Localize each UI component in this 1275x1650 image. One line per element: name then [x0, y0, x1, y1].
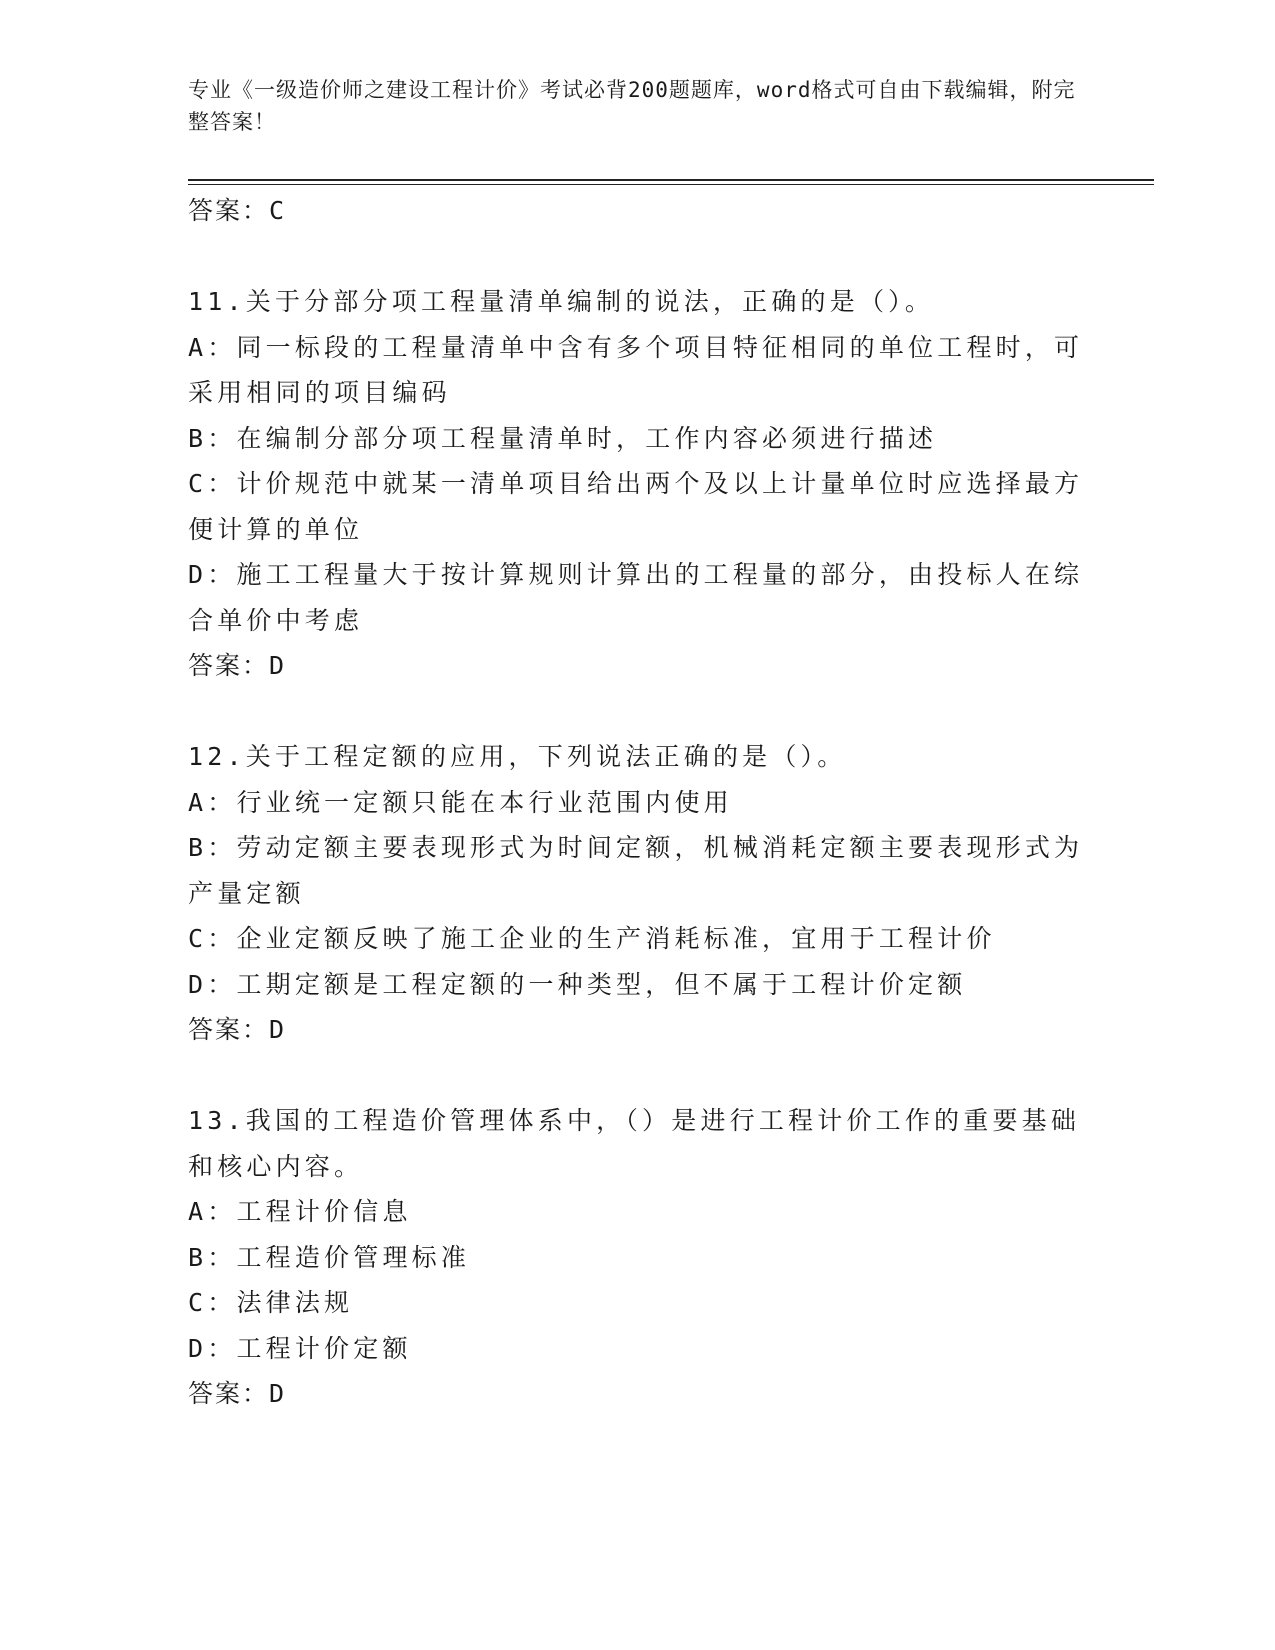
question-12	[188, 734, 1088, 1053]
option-b: B：工程造价管理标准	[188, 1242, 471, 1272]
option-a: A：同一标段的工程量清单中含有多个项目特征相同的单位工程时，可采用相同的项目编码	[188, 332, 1084, 407]
option-c: C：企业定额反映了施工企业的生产消耗标准，宜用于工程计价	[188, 924, 996, 953]
option-d: D：工期定额是工程定额的一种类型，但不属于工程计价定额	[188, 969, 967, 999]
option-b: B：劳动定额主要表现形式为时间定额，机械消耗定额主要表现形式为产量定额	[188, 833, 1084, 908]
question-stem: 12.关于工程定额的应用，下列说法正确的是（）。	[188, 742, 847, 771]
spacer	[188, 234, 1088, 280]
document-header: 专业《一级造价师之建设工程计价》考试必背200题题库，word格式可自由下载编辑，附完整答案！	[188, 78, 1076, 134]
question-stem: 13.我国的工程造价管理体系中，（）是进行工程计价工作的重要基础和核心内容。	[188, 1106, 1081, 1181]
option-c: C：计价规范中就某一清单项目给出两个及以上计量单位时应选择最方便计算的单位	[188, 469, 1084, 544]
option-d: D：工程计价定额	[188, 1333, 412, 1363]
document-body	[188, 188, 1088, 1417]
answer: 答案：D	[188, 1379, 287, 1408]
option-a: A：行业统一定额只能在本行业范围内使用	[188, 787, 733, 817]
option-d: D：施工工程量大于按计算规则计算出的工程量的部分，由投标人在综合单价中考虑	[188, 560, 1084, 635]
option-c: C：法律法规	[188, 1288, 354, 1317]
answer: 答案：D	[188, 651, 287, 680]
option-a: A：工程计价信息	[188, 1197, 412, 1226]
header-rule-thick	[188, 179, 1154, 181]
question-13	[188, 1098, 1088, 1417]
answer: 答案：D	[188, 1015, 287, 1044]
spacer	[188, 689, 1088, 735]
previous-answer: 答案：C	[188, 196, 287, 225]
header-rule-thin	[188, 184, 1154, 185]
spacer	[188, 1053, 1088, 1099]
option-b: B：在编制分部分项工程量清单时，工作内容必须进行描述	[188, 423, 938, 453]
question-11	[188, 279, 1088, 689]
question-stem: 11.关于分部分项工程量清单编制的说法，正确的是（）。	[188, 287, 935, 316]
